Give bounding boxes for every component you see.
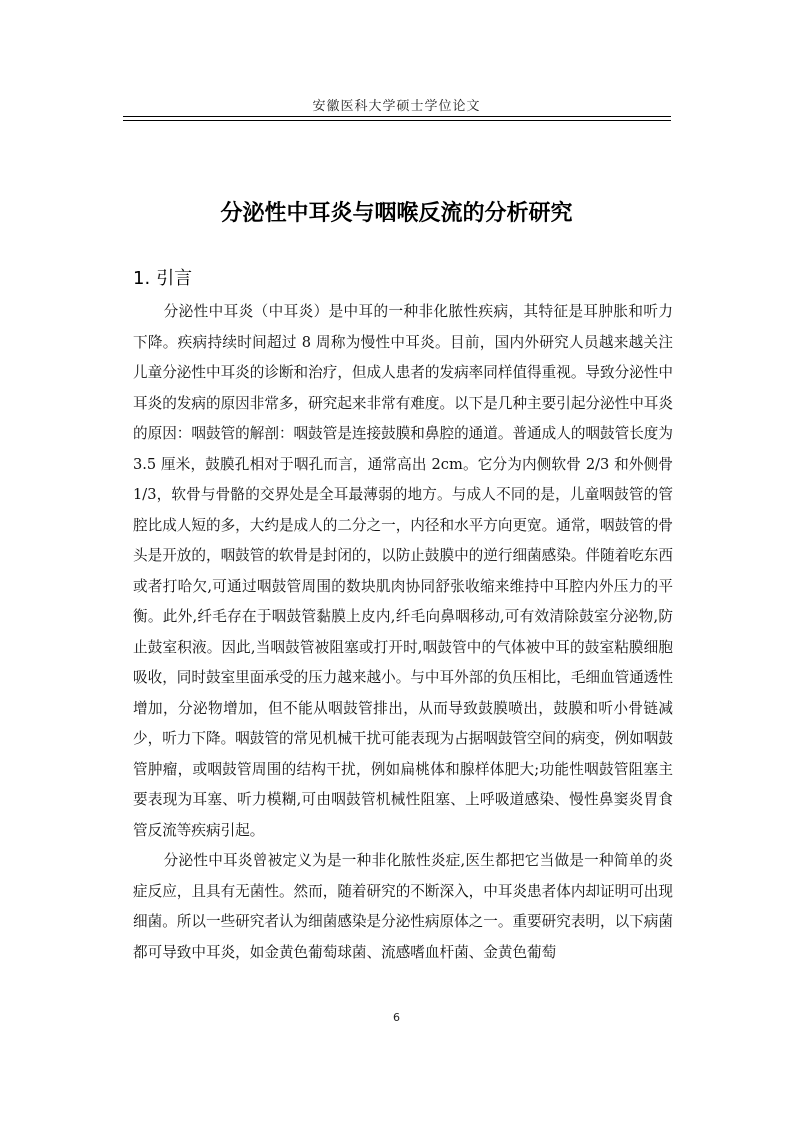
section-number: 1. bbox=[133, 268, 151, 289]
header-rule-top bbox=[123, 116, 671, 117]
page-number: 6 bbox=[393, 1011, 400, 1024]
section-heading-text: 引言 bbox=[156, 268, 193, 289]
paragraph: 分泌性中耳炎曾被定义为是一种非化脓性炎症,医生都把它当做是一种简单的炎症反应，且具有无菌性。然而，随着研究的不断深入，中耳炎患者体内却证明可出现细菌。所以一些研究者认为细菌感染是分泌性病原体之一。重要研究表明，以下病菌都可导致中耳炎，如金黄色葡萄球菌、流感嗜血杆菌、金黄色葡萄 bbox=[133, 852, 673, 961]
paper-title: 分泌性中耳炎与咽喉反流的分析研究 bbox=[220, 201, 573, 226]
section-heading bbox=[133, 264, 192, 290]
body-text bbox=[133, 297, 673, 968]
header-rule-bottom bbox=[123, 120, 671, 121]
running-header: 安徽医科大学硕士学位论文 bbox=[312, 99, 481, 114]
paragraph: 分泌性中耳炎（中耳炎）是中耳的一种非化脓性疾病，其特征是耳肿胀和听力下降。疾病持续时间超过 8 周称为慢性中耳炎。目前，国内外研究人员越来越关注儿童分泌性中耳炎的诊断和治疗，但成人患者的发病率同样值得重视。导致分泌性中耳炎的发病的原因非常多，研究起来非常有难度。以下是几种主要引起分泌性中耳炎的原因：咽鼓管的解剖：咽鼓管是连接鼓膜和鼻腔的通道。普通成人的咽鼓管长度为 3.5 厘米，鼓膜孔相对于咽孔而言，通常高出 2cm。它分为内侧软骨 2/3 和外侧骨 1/3，软骨与骨骼的交界处是全耳最薄弱的地方。与成人不同的是，儿童咽鼓管的管腔比成人短的多，大约是成人的二分之一，内径和水平方向更宽。通常，咽鼓管的骨头是开放的，咽鼓管的软骨是封闭的，以防止鼓膜中的逆行细菌感染。伴随着吃东西或者打哈欠,可通过咽鼓管周围的数块肌肉协同舒张收缩来维持中耳腔内外压力的平衡。此外,纤毛存在于咽鼓管黏膜上皮内,纤毛向鼻咽移动,可有效清除鼓室分泌物,防止鼓室积液。因此,当咽鼓管被阻塞或打开时,咽鼓管中的气体被中耳的鼓室粘膜细胞吸收，同时鼓室里面承受的压力越来越小。与中耳外部的负压相比，毛细血管通透性增加，分泌物增加，但不能从咽鼓管排出，从而导致鼓膜喷出，鼓膜和听小骨链减少，听力下降。咽鼓管的常见机械干扰可能表现为占据咽鼓管空间的病变，例如咽鼓管肿瘤，或咽鼓管周围的结构干扰，例如扁桃体和腺样体肥大;功能性咽鼓管阻塞主要表现为耳塞、听力模糊,可由咽鼓管机械性阻塞、上呼吸道感染、慢性鼻窦炎胃食管反流等疾病引起。 bbox=[133, 303, 673, 839]
